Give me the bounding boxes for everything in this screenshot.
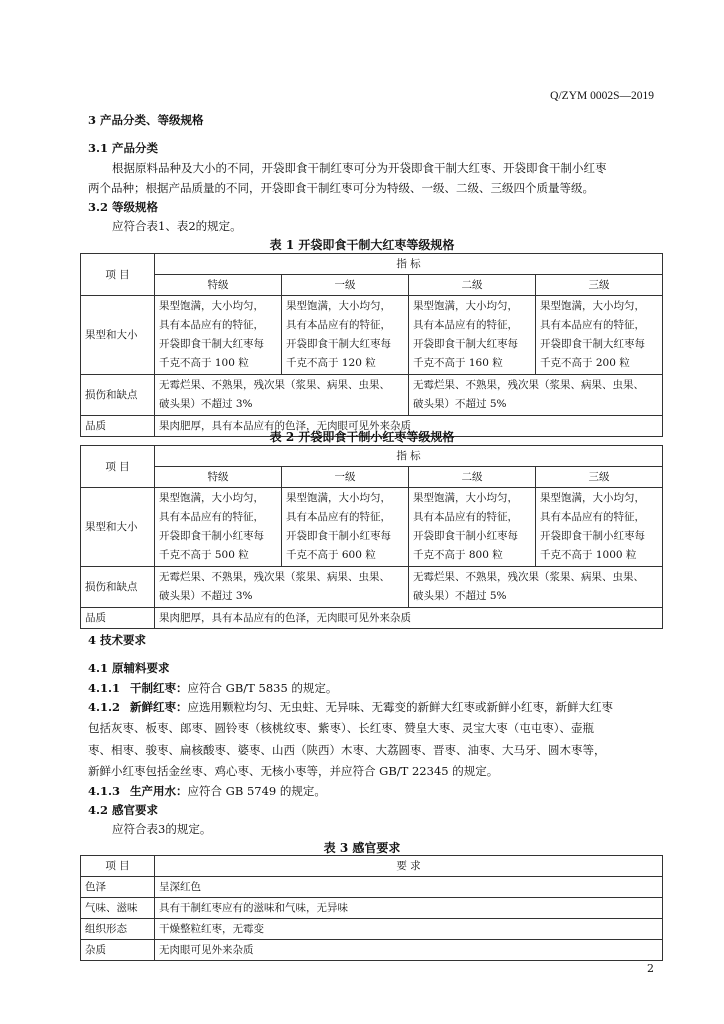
table-2-row-label: 果型和大小: [81, 488, 155, 567]
table-3-item: 组织形态: [81, 919, 155, 940]
table-3-header-item: 项 目: [81, 856, 155, 877]
section-3-1-line2: 两个品种；根据产品质量的不同，开袋即食干制红枣可分为特级、一级、二级、三级四个质量等级。: [88, 181, 594, 195]
cell-line: 开袋即食干制小红枣每: [540, 530, 645, 542]
section-4-title: 4 技术要求: [88, 633, 147, 647]
table-row: [81, 919, 663, 940]
cell-line: 开袋即食干制小红枣每: [159, 530, 264, 542]
cell-line: 具有本品应有的特征，: [540, 319, 645, 331]
cell-line: 无霉烂果、不熟果，残次果（浆果、病果、虫果、: [159, 379, 390, 391]
section-4-2-title: 4.2 感官要求: [88, 803, 159, 817]
section-3-1-line1: 根据原料品种及大小的不同，开袋即食干制红枣可分为开袋即食干制大红枣、开袋即食干制小红枣: [112, 161, 607, 175]
clause-text: 应符合 GB/T 5835 的规定。: [187, 681, 338, 695]
section-4-1-title: 4.1 原辅料要求: [88, 661, 170, 675]
table-2-grade: 一级: [282, 467, 409, 488]
table-3-caption: 表 3 感官要求: [323, 841, 401, 855]
cell-line: 具有本品应有的特征，: [159, 319, 264, 331]
table-1-row-label: 损伤和缺点: [81, 375, 155, 416]
table-1-row-label: 果型和大小: [81, 296, 155, 375]
cell-line: 无霉烂果、不熟果，残次果（浆果、病果、虫果、: [413, 571, 644, 583]
cell-line: 开袋即食干制大红枣每: [540, 338, 645, 350]
table-1-grade: 一级: [282, 275, 409, 296]
clause-term: 新鲜红枣：: [130, 700, 188, 714]
cell-line: 具有本品应有的特征，: [286, 511, 391, 523]
table-row: [81, 877, 663, 898]
cell-line: 开袋即食干制大红枣每: [286, 338, 391, 350]
page-number: 2: [647, 962, 654, 975]
table-1-cell: [155, 296, 282, 375]
table-2-cell: [409, 567, 663, 608]
table-3-req: 无肉眼可见外来杂质: [155, 940, 663, 961]
table-2-cell: [155, 567, 409, 608]
cell-line: 千克不高于 800 粒: [413, 549, 503, 561]
cell-line: 破头果）不超过 5%: [413, 398, 507, 410]
section-3-2-text: 应符合表1、表2的规定。: [112, 219, 242, 233]
cell-line: 具有本品应有的特征，: [159, 511, 264, 523]
cell-line: 具有本品应有的特征，: [413, 511, 518, 523]
section-3-1-title: 3.1 产品分类: [88, 141, 159, 155]
table-2-caption: 表 2 开袋即食干制小红枣等级规格: [269, 430, 455, 444]
section-3-title: 3 产品分类、等级规格: [88, 113, 204, 127]
cell-line: 开袋即食干制大红枣每: [159, 338, 264, 350]
table-3-header-req: 要 求: [155, 856, 663, 877]
table-1: [80, 253, 663, 437]
cell-line: 千克不高于 160 粒: [413, 357, 503, 369]
clause-term: 干制红枣：: [130, 681, 188, 695]
cell-line: 无霉烂果、不熟果，残次果（浆果、病果、虫果、: [159, 571, 390, 583]
cell-line: 果型饱满，大小均匀，: [540, 492, 645, 504]
cell-line: 破头果）不超过 3%: [159, 590, 253, 602]
table-1-cell: [409, 296, 536, 375]
table-1-grade: 特级: [155, 275, 282, 296]
cell-line: 果型饱满，大小均匀，: [413, 492, 518, 504]
cell-line: 果型饱满，大小均匀，: [159, 300, 264, 312]
clause-number: 4.1.3: [88, 784, 121, 798]
table-2-row-label: 损伤和缺点: [81, 567, 155, 608]
clause-number: 4.1.1: [88, 681, 121, 695]
cell-line: 开袋即食干制大红枣每: [413, 338, 518, 350]
section-4-1-3: [88, 783, 326, 799]
section-4-2-text: 应符合表3的规定。: [112, 822, 212, 836]
table-1-header-item: 项 目: [81, 254, 155, 296]
cell-line: 果型饱满，大小均匀，: [413, 300, 518, 312]
table-2-cell: [536, 488, 663, 567]
section-4-1-2-line1: [88, 699, 613, 715]
table-2-cell: [155, 488, 282, 567]
table-1-cell: [282, 296, 409, 375]
clause-text: 应符合 GB 5749 的规定。: [187, 784, 326, 798]
table-2-grade: 三级: [536, 467, 663, 488]
table-2-header-item: 项 目: [81, 446, 155, 488]
cell-line: 果型饱满，大小均匀，: [159, 492, 264, 504]
cell-line: 果型饱满，大小均匀，: [286, 300, 391, 312]
table-1-row-label: 品质: [81, 416, 155, 437]
cell-line: 具有本品应有的特征，: [286, 319, 391, 331]
cell-line: 无霉烂果、不熟果，残次果（浆果、病果、虫果、: [413, 379, 644, 391]
cell-line: 千克不高于 120 粒: [286, 357, 376, 369]
cell-line: 千克不高于 200 粒: [540, 357, 630, 369]
clause-number: 4.1.2: [88, 700, 121, 714]
table-1-cell: 果肉肥厚，具有本品应有的色泽，无肉眼可见外来杂质: [155, 416, 663, 437]
cell-line: 破头果）不超过 3%: [159, 398, 253, 410]
clause-text: 应选用颗粒均匀、无虫蛀、无异味、无霉变的新鲜大红枣或新鲜小红枣，新鲜大红枣: [187, 700, 614, 714]
document-code: Q/ZYM 0002S—2019: [550, 90, 654, 102]
cell-line: 开袋即食干制小红枣每: [286, 530, 391, 542]
cell-line: 千克不高于 100 粒: [159, 357, 249, 369]
table-2-header-index: 指 标: [155, 446, 663, 467]
table-1-header-index: 指 标: [155, 254, 663, 275]
table-3-req: 呈深红色: [155, 877, 663, 898]
section-4-1-2-line3: 枣、相枣、骏枣、扁核酸枣、婆枣、山西（陕西）木枣、大荔圆枣、晋枣、油枣、大马牙、圆木枣等，: [88, 743, 606, 757]
cell-line: 具有本品应有的特征，: [413, 319, 518, 331]
table-1-cell: [536, 296, 663, 375]
table-2-grade: 二级: [409, 467, 536, 488]
cell-line: 千克不高于 500 粒: [159, 549, 249, 561]
table-2-cell: 果肉肥厚，具有本品应有的色泽，无肉眼可见外来杂质: [155, 608, 663, 629]
table-1-cell: [409, 375, 663, 416]
cell-line: 千克不高于 1000 粒: [540, 549, 637, 561]
table-1-caption: 表 1 开袋即食干制大红枣等级规格: [269, 238, 455, 252]
section-4-1-1: [88, 680, 337, 696]
table-row: [81, 940, 663, 961]
cell-line: 开袋即食干制小红枣每: [413, 530, 518, 542]
table-2-cell: [409, 488, 536, 567]
table-3-item: 气味、滋味: [81, 898, 155, 919]
cell-line: 千克不高于 600 粒: [286, 549, 376, 561]
cell-line: 具有本品应有的特征，: [540, 511, 645, 523]
table-row: [81, 898, 663, 919]
table-2-cell: [282, 488, 409, 567]
section-4-1-2-line2: 包括灰枣、板枣、郎枣、圆铃枣（核桃纹枣、紫枣）、长红枣、赞皇大枣、灵宝大枣（屯屯枣）、壶瓶: [88, 721, 594, 735]
table-2-grade: 特级: [155, 467, 282, 488]
section-3-2-title: 3.2 等级规格: [88, 200, 159, 214]
cell-line: 破头果）不超过 5%: [413, 590, 507, 602]
table-2-row-label: 品质: [81, 608, 155, 629]
section-4-1-2-line4: 新鲜小红枣包括金丝枣、鸡心枣、无核小枣等，并应符合 GB/T 22345 的规定。: [88, 764, 499, 778]
cell-line: 果型饱满，大小均匀，: [540, 300, 645, 312]
table-3: [80, 855, 663, 961]
clause-term: 生产用水：: [130, 784, 188, 798]
table-1-grade: 三级: [536, 275, 663, 296]
table-3-req: 干燥整粒红枣，无霉变: [155, 919, 663, 940]
table-3-item: 杂质: [81, 940, 155, 961]
table-3-item: 色泽: [81, 877, 155, 898]
table-1-cell: [155, 375, 409, 416]
table-1-grade: 二级: [409, 275, 536, 296]
table-3-req: 具有干制红枣应有的滋味和气味，无异味: [155, 898, 663, 919]
cell-line: 果型饱满，大小均匀，: [286, 492, 391, 504]
table-2: [80, 445, 663, 629]
